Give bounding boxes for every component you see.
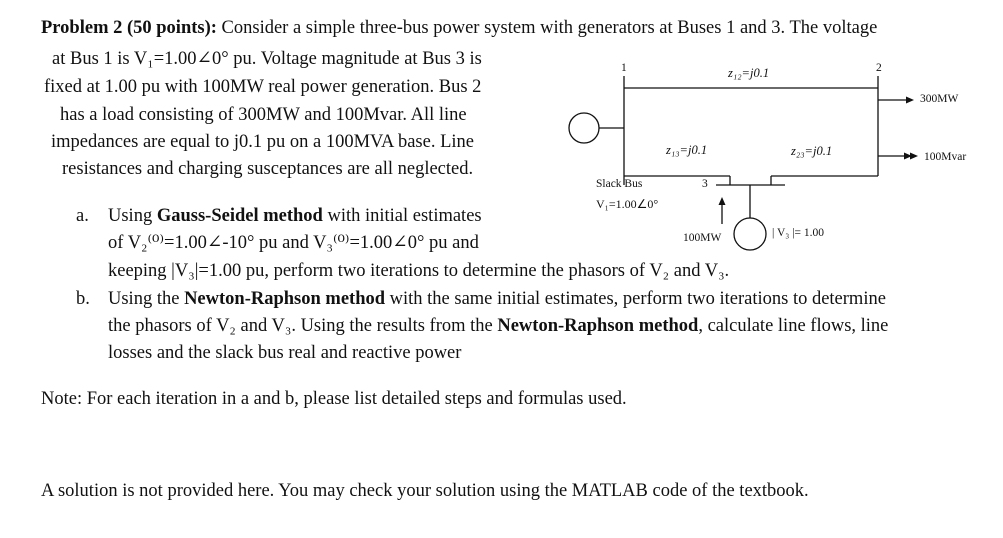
bus-2-label: 2 bbox=[876, 62, 882, 74]
part-b-line-2-post: , calculate line flows, line bbox=[698, 316, 889, 336]
problem-line-2: at Bus 1 is V₁=1.00∠0° pu. Voltage magnitude at Bus 3 is bbox=[52, 49, 482, 69]
load-p-arrowhead bbox=[906, 97, 914, 104]
problem-line-1: Consider a simple three-bus power system with generators at Buses 1 and 3. The voltage bbox=[221, 18, 878, 38]
problem-line-5: impedances are equal to j0.1 pu on a 100MVA base. Line bbox=[51, 132, 474, 152]
note: Note: For each iteration in a and b, please list detailed steps and formulas used. bbox=[41, 389, 627, 409]
part-b-line-1-post: with the same initial estimates, perform two iterations to determine bbox=[385, 289, 886, 309]
part-a-method: Gauss-Seidel method bbox=[156, 206, 323, 226]
impedance-z12: z₁₂=j0.1 bbox=[728, 66, 770, 80]
bus-1-label: 1 bbox=[621, 62, 627, 74]
load-p-label: 300MW bbox=[920, 93, 959, 105]
load-q-arrowhead-2 bbox=[910, 153, 918, 160]
problem-heading: Problem 2 (50 points): bbox=[41, 18, 217, 38]
slack-voltage-label: V₁=1.00∠0° bbox=[596, 197, 659, 211]
load-q-label: 100Mvar bbox=[924, 151, 967, 163]
gen-3-power-label: 100MW bbox=[683, 232, 722, 244]
gen-3-arrowhead bbox=[719, 197, 726, 205]
part-a-line-3: keeping |V₃|=1.00 pu, perform two iterations to determine the phasors of V₂ and V₃. bbox=[108, 261, 730, 281]
part-b-line-3: losses and the slack bus real and reactive power bbox=[108, 343, 462, 363]
part-b-letter: b. bbox=[76, 289, 90, 309]
part-a-line-2: of V₂⁽⁰⁾=1.00∠-10° pu and V₃⁽⁰⁾=1.00∠0° pu and bbox=[108, 233, 479, 253]
part-a-letter: a. bbox=[76, 206, 89, 226]
part-b-method-2: Newton-Raphson method bbox=[497, 316, 699, 336]
slack-bus-label: Slack Bus bbox=[596, 178, 643, 190]
generator-1 bbox=[569, 113, 599, 143]
solution-note: A solution is not provided here. You may check your solution using the MATLAB code of the textbook. bbox=[41, 481, 809, 501]
part-b-line-1-pre: Using the bbox=[108, 289, 185, 309]
part-a-line-1-pre: Using bbox=[108, 206, 157, 226]
part-b-method: Newton-Raphson method bbox=[184, 289, 386, 309]
impedance-z23: z₂₃=j0.1 bbox=[791, 144, 833, 158]
part-b-line-2-pre: the phasors of V₂ and V₃. Using the results from the bbox=[108, 316, 498, 336]
impedance-z13: z₁₃=j0.1 bbox=[666, 143, 708, 157]
gen-3-voltage-label: | V₃ |= 1.00 bbox=[772, 227, 824, 239]
generator-3 bbox=[734, 218, 766, 250]
problem-line-3: fixed at 1.00 pu with 100MW real power generation. Bus 2 bbox=[44, 77, 482, 97]
problem-line-6: resistances and charging susceptances are all neglected. bbox=[62, 159, 474, 179]
part-a-line-1-post: with initial estimates bbox=[322, 206, 482, 226]
problem-line-4: has a load consisting of 300MW and 100Mvar. All line bbox=[60, 105, 467, 125]
bus-3-label: 3 bbox=[702, 178, 708, 190]
